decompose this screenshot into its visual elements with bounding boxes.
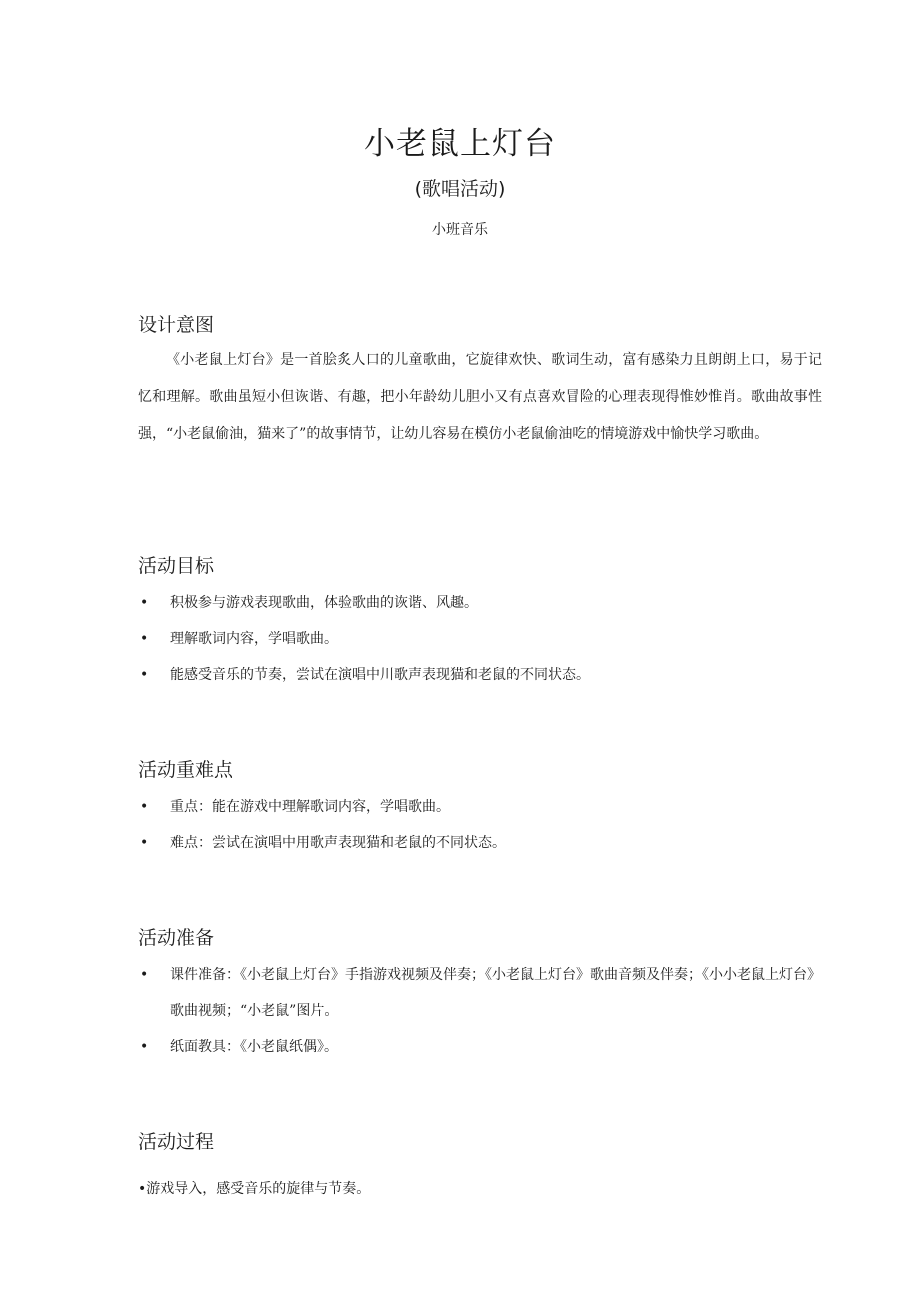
bullet-icon: • <box>140 595 149 611</box>
bullet-icon: • <box>140 799 149 815</box>
list-item-text: 重点：能在游戏中理解歌词内容，学唱歌曲。 <box>170 799 450 815</box>
grade-label: 小班音乐 <box>432 222 488 238</box>
bullet-icon: • <box>140 1039 149 1055</box>
list-item-text: 理解歌词内容，学唱歌曲。 <box>170 631 338 647</box>
bullet-icon: • <box>140 967 149 983</box>
section-heading-key-points: 活动重难点 <box>138 759 234 781</box>
list-item <box>138 621 822 657</box>
section-heading-process: 活动过程 <box>138 1131 215 1153</box>
preparation-list <box>138 957 822 1065</box>
list-item <box>138 789 822 825</box>
goals-list <box>138 585 822 693</box>
process-first-item: •游戏导入，感受音乐的旋律与节奏。 <box>138 1181 371 1197</box>
list-item-text: 难点：尝试在演唱中用歌声表现猫和老鼠的不同状态。 <box>170 835 506 851</box>
bullet-icon: • <box>140 667 149 683</box>
section-heading-design-intent: 设计意图 <box>138 314 215 336</box>
bullet-icon: • <box>140 835 149 851</box>
section-heading-goals: 活动目标 <box>138 555 215 577</box>
list-item-text: 纸面教具：《小老鼠纸偶》。 <box>170 1039 338 1055</box>
document-title: 小老鼠上灯台 <box>364 126 556 162</box>
list-item <box>138 657 822 693</box>
key-points-list <box>138 789 822 861</box>
list-item <box>138 1029 822 1065</box>
section-heading-preparation: 活动准备 <box>138 927 215 949</box>
design-intent-paragraph: 《小老鼠上灯台》是一首脍炙人口的儿童歌曲，它旋律欢快、歌词生动，富有感染力且朗朗上口，易于记忆和理解。歌曲虽短小但诙谐、有趣，把小年龄幼儿胆小又有点喜欢冒险的心理表现得惟妙惟肖。歌曲故事性强，“小老鼠偷油，猫来了”的故事情节，让幼儿容易在模仿小老鼠偷油吃的情境游戏中愉快学习歌曲。 <box>138 352 822 442</box>
document-subtitle: (歌唱活动) <box>414 178 506 200</box>
list-item <box>138 957 822 1029</box>
list-item-text: 能感受音乐的节奏，尝试在演唱中川歌声表现猫和老鼠的不同状态。 <box>170 667 590 683</box>
list-item <box>138 825 822 861</box>
list-item-text: 课件准备：《小老鼠上灯台》手指游戏视频及伴奏；《小老鼠上灯台》歌曲音频及伴奏；《小小老鼠上灯台》歌曲视频；“小老鼠”图片。 <box>170 967 821 1019</box>
list-item-text: 积极参与游戏表现歌曲，体验歌曲的诙谐、风趣。 <box>170 595 478 611</box>
bullet-icon: • <box>140 631 149 647</box>
list-item <box>138 585 822 621</box>
